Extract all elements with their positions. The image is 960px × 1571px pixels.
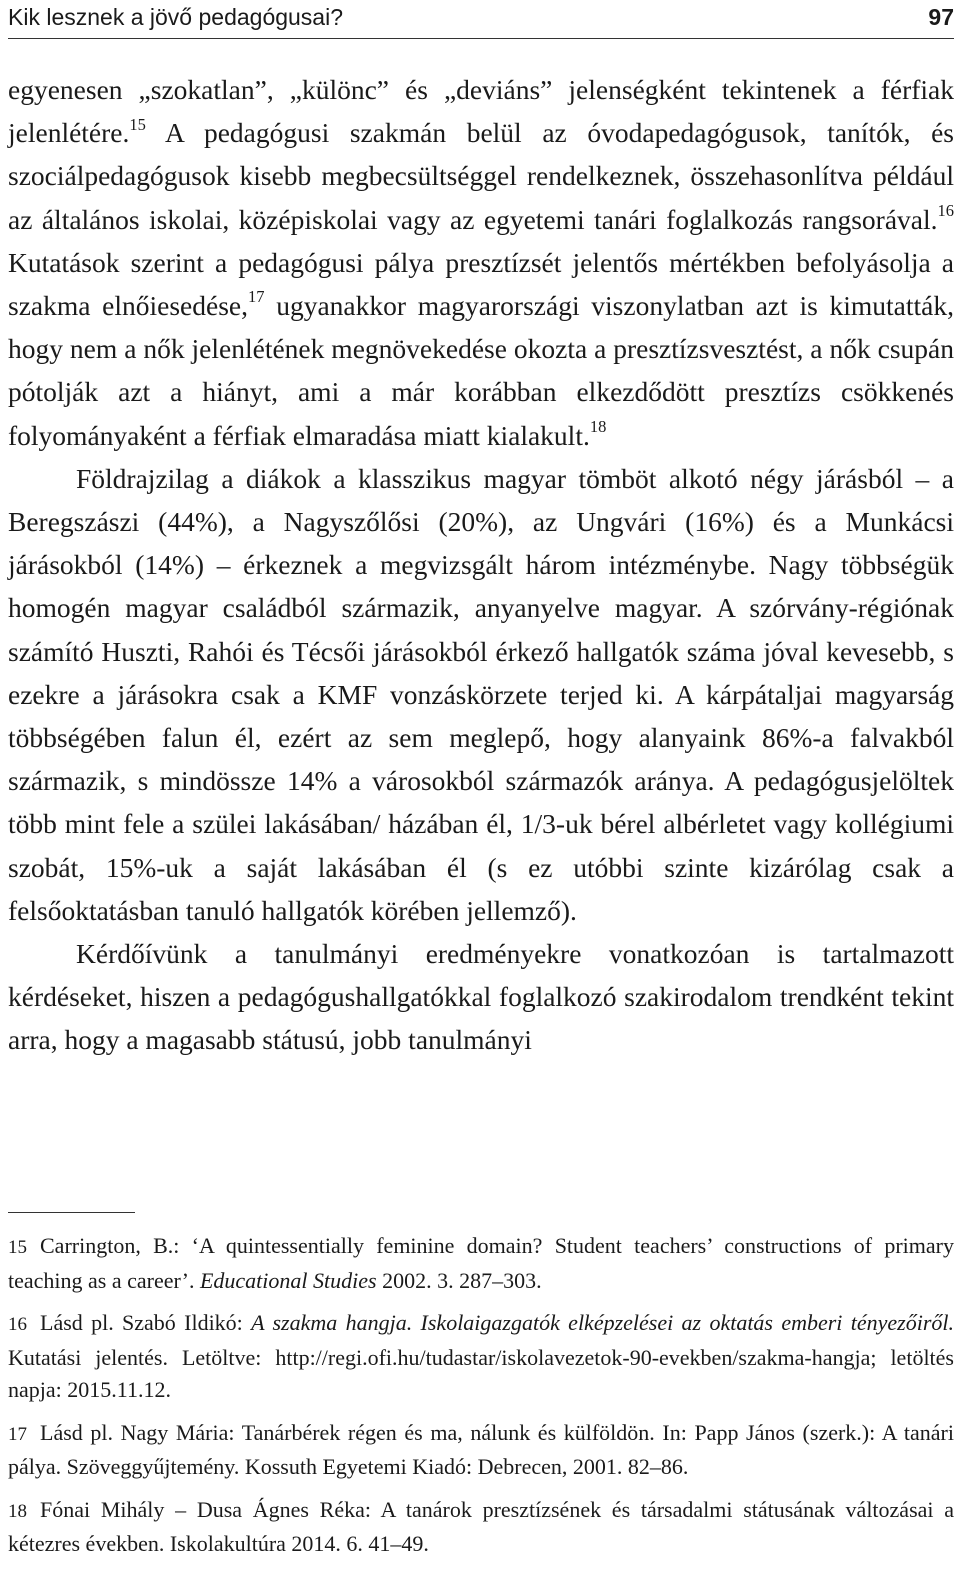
footnote-separator <box>8 1212 135 1213</box>
footnote-16 <box>8 1307 954 1407</box>
footnote-text: Kutatási jelentés. Letöltve: http://regi.ofi.hu/tudastar/iskolavezetok-90-evekben/szakma-hangja; letöltés napja: 2015.11.12. <box>8 1344 954 1402</box>
footnote-15 <box>8 1230 954 1297</box>
footnote-number: 18 <box>8 1500 27 1522</box>
footnote-ref-15[interactable]: 15 <box>129 114 146 134</box>
footnote-number: 16 <box>8 1314 27 1335</box>
footnote-italic: Educational Studies <box>199 1267 377 1293</box>
running-title: Kik lesznek a jövő pedagógusai? <box>8 4 344 30</box>
footnote-number: 15 <box>8 1237 27 1258</box>
footnote-number: 17 <box>8 1423 27 1445</box>
footnote-ref-18[interactable]: 18 <box>589 417 607 436</box>
paragraph-3: Kérdőívünk a tanulmányi eredményekre vonatkozóan is tartalmazott kérdéseket, hiszen a pedagógushallgatókkal foglalkozó szakirodalom trendként tekint arra, hogy a magasabb státusú, jobb tanulmányi <box>8 938 954 1056</box>
footnote-text: Fónai Mihály – Dusa Ágnes Réka: A tanárok presztízsének és társadalmi státusának változásai a kétezres években. Iskolakultúra 2014. 6. 41–49. <box>8 1496 954 1556</box>
footnote-text: 2002. 3. 287–303. <box>376 1267 542 1293</box>
body-text <box>8 68 954 1062</box>
footnote-17 <box>8 1417 954 1484</box>
running-header <box>8 0 954 39</box>
footnote-text: Lásd pl. Szabó Ildikó: <box>40 1310 252 1335</box>
paragraph-2: Földrajzilag a diákok a klasszikus magyar tömböt alkotó négy járásból – a Beregszászi (44%), a Nagyszőlősi (20%), az Ungvári (16%) és a Munkácsi járásokból (14%) – érkeznek a megvizsgált három intézménybe. Nagy többségük homogén magyar családból származik, anyanyelve magyar. A szórvány-régiónak számító Huszti, Rahói és Técsői járásokból érkező hallgatók száma jóval kevesebb, s ezekre a járásokra csak a KMF vonzáskörzete terjed ki. A kárpátaljai magyarság többségében falun él, ezért az sem meglepő, hogy alanyaink 86%-a falvakból származik, s mindössze 14% a városokból származók aránya. A pedagógusjelöltek több mint fele a szülei lakásában/ házában él, 1/3-uk bérel albérletet vagy kollégiumi szobát, 15%-uk a saját lakásában él (s ez utóbbi szinte kizárólag csak a felsőoktatásban tanuló hallgatók körében jellemző). <box>8 462 954 926</box>
footnote-italic: A szakma hangja. Iskolaigazgatók elképzelései az oktatás emberi tényezőiről. <box>251 1310 954 1335</box>
paragraph-1 <box>8 68 954 457</box>
footnote-ref-17[interactable]: 17 <box>248 287 265 307</box>
text-run: A pedagógusi szakmán belül az óvodapedagógusok, tanítók, és szociálpedagógusok kisebb megbecsültséggel rendelkeznek, összehasonlítva például az általános iskolai, középiskolai vagy az egyetemi tanári foglalkozás rangsorával. <box>8 117 954 235</box>
footnote-18 <box>8 1494 954 1561</box>
text-run: Kutatások szerint a pedagógusi pálya presztízsét jelentős mértékben befolyásolja a szakma elnőiesedése, <box>8 246 954 322</box>
footnote-ref-16[interactable]: 16 <box>937 200 954 220</box>
page-number: 97 <box>928 4 954 30</box>
footnotes <box>8 1230 954 1571</box>
text-run: ugyanakkor magyarországi viszonylatban azt is kimutatták, hogy nem a nők jelenlétének megnövekedése okozta a presztízsvesztést, a nők csupán pótolják azt a hiányt, ami a már korábban elkezdődött presztízs csökkenés folyományaként a férfiak elmaradása miatt kialakult. <box>8 290 954 451</box>
footnote-text: Carrington, B.: ‘A quintessentially feminine domain? Student teachers’ constructions of primary teaching as a career’. <box>8 1233 954 1293</box>
footnote-text: Lásd pl. Nagy Mária: Tanárbérek régen és ma, nálunk és külföldön. In: Papp János (szerk.): A tanári pálya. Szöveggyűjtemény. Kossuth Egyetemi Kiadó: Debrecen, 2001. 82–86. <box>8 1419 954 1479</box>
text-run: egyenesen „szokatlan”, „különc” és „deviáns” jelenségként tekintenek a férfiak jelenlétére. <box>8 74 954 149</box>
